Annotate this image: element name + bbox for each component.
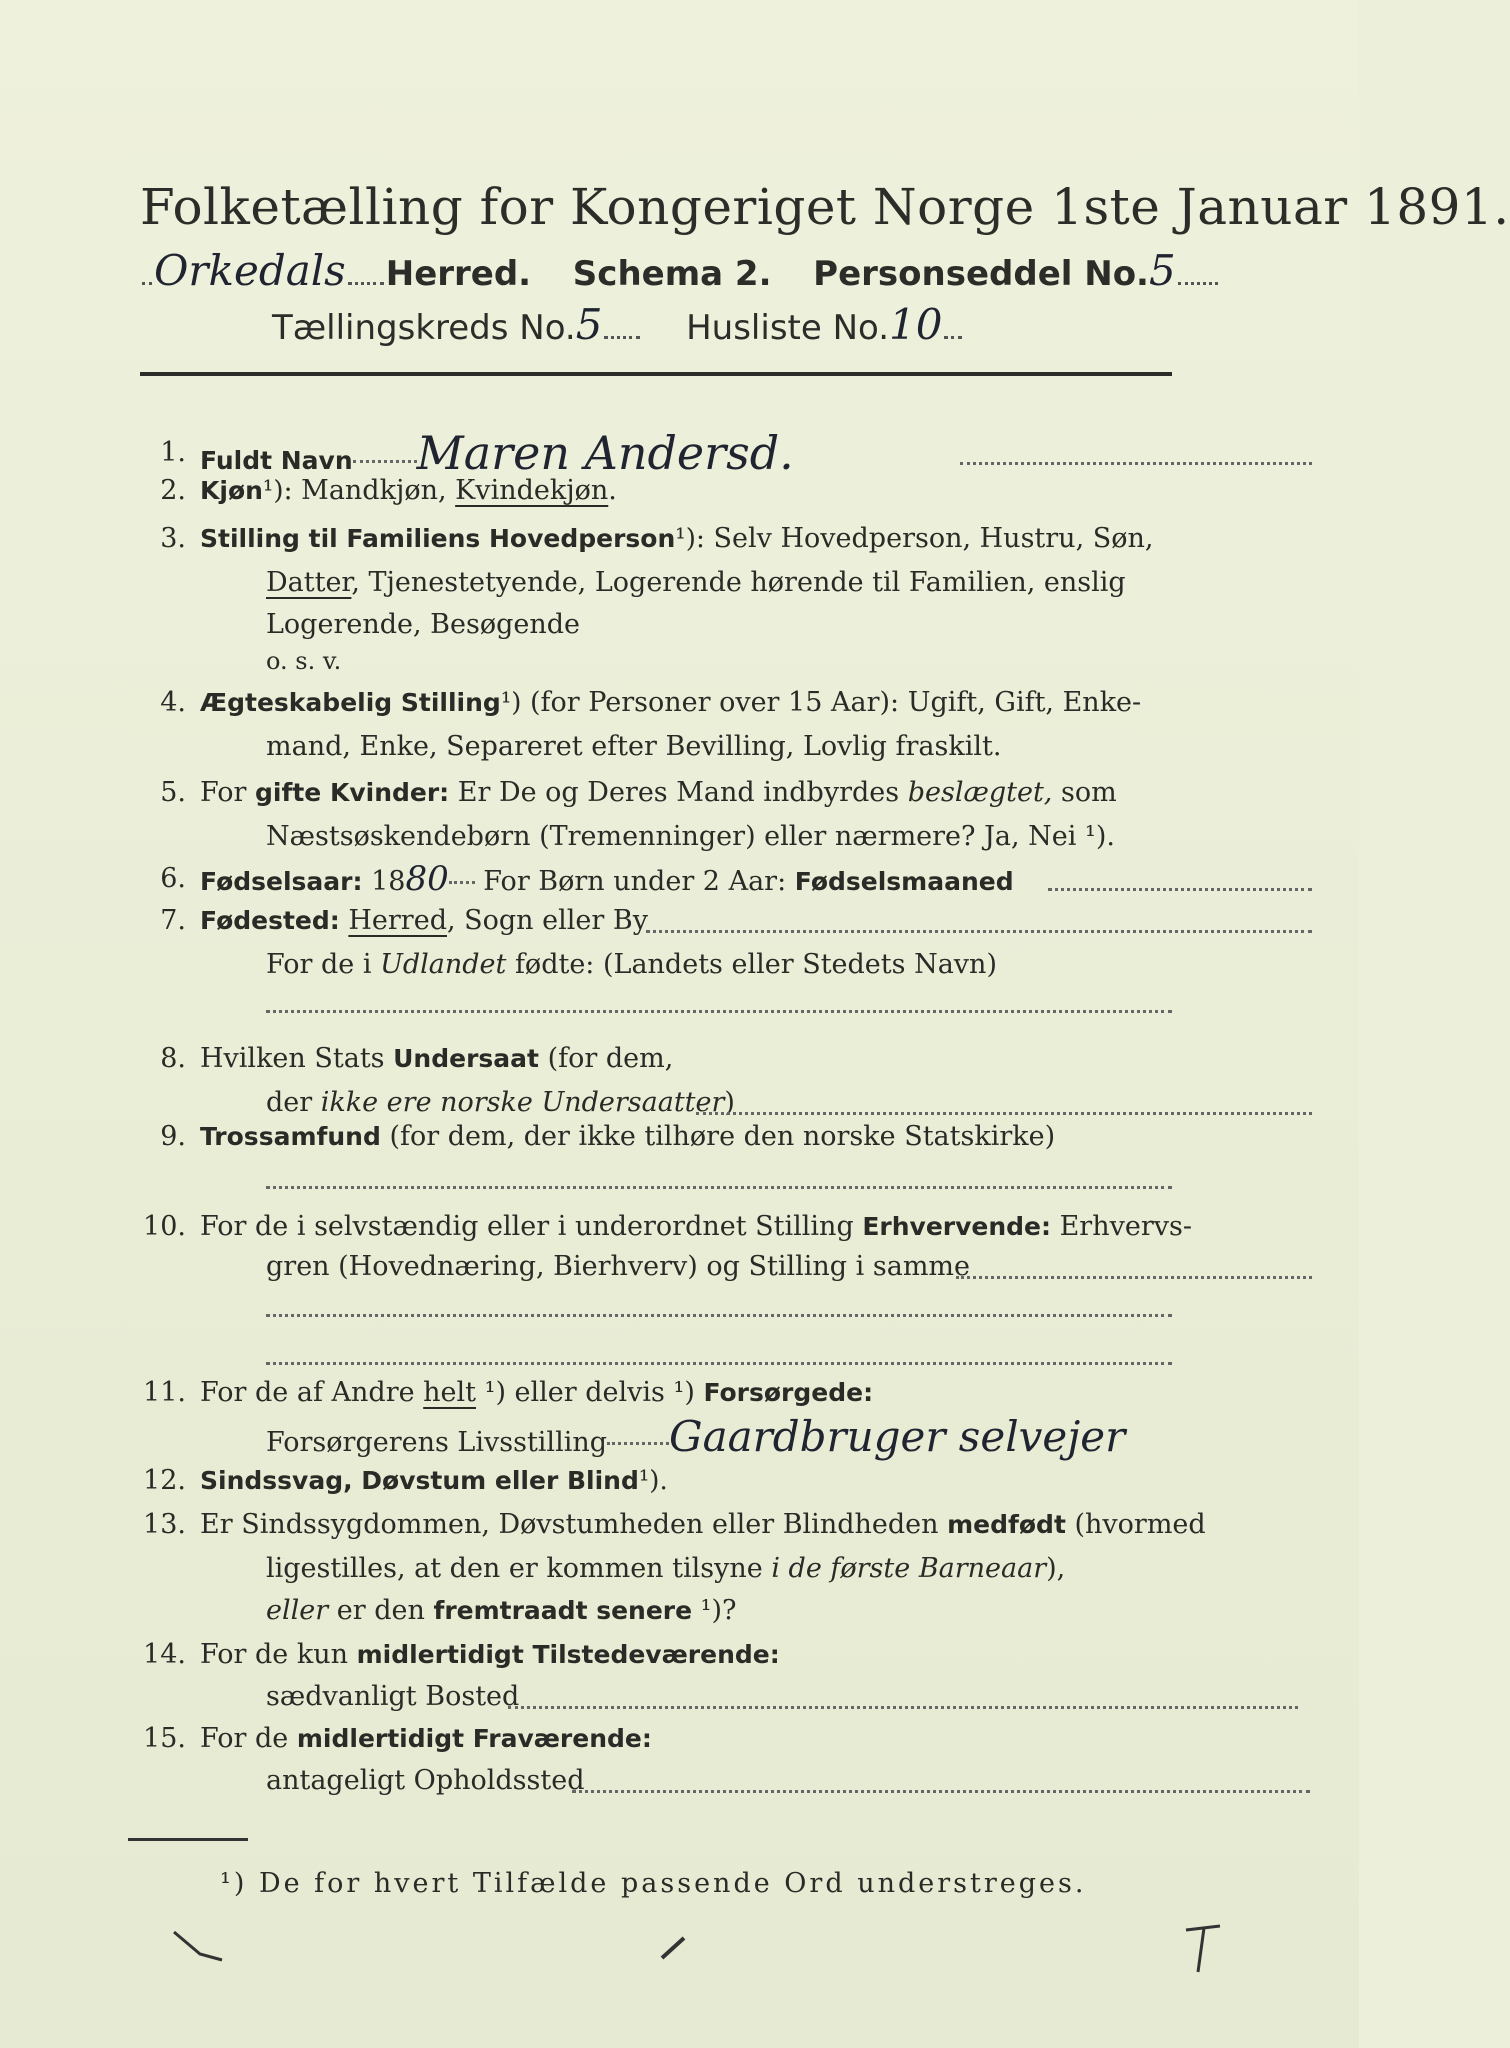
schema-label: Schema 2. [572, 254, 772, 294]
family-position-etc: o. s. v. [266, 647, 342, 675]
header-rule [140, 372, 1172, 376]
question-number: 7. [160, 905, 186, 936]
question-number: 1. [160, 437, 186, 468]
later-onset-label: fremtraadt senere [433, 1596, 693, 1625]
question-text: For de i selvstændig eller i underordnet Stilling [200, 1211, 863, 1242]
pencil-mark-icon [170, 1926, 230, 1966]
supported-selected: helt [423, 1377, 477, 1408]
birth-year-prefix: 18 [362, 866, 406, 897]
question-text: For de af Andre [200, 1377, 424, 1408]
question-text-italic: i de første Barneaar [771, 1553, 1047, 1584]
dotted-line [956, 1276, 1312, 1279]
marital-status-label: Ægteskabelig Stilling [200, 688, 501, 717]
question-text: Forsørgerens Livsstilling [266, 1427, 608, 1458]
birthplace-selected: Herred [348, 905, 447, 936]
birth-month-label: Fødselsmaaned [794, 867, 1014, 896]
husliste-value: 10 [889, 300, 943, 349]
form-title: Folketælling for Kongeriget Norge 1ste Januar 1891. [140, 178, 1510, 236]
question-text: der [266, 1087, 321, 1118]
header-line-1 [140, 246, 1220, 295]
question-text-italic: beslægtet, [907, 777, 1053, 808]
question-text: Næstsøskendebørn (Tremenninger) eller nærmere? Ja, Nei ¹). [266, 821, 1115, 852]
disability-label: Sindssvag, Døvstum eller Blind [200, 1466, 639, 1495]
marital-status-options: mand, Enke, Separeret efter Bevilling, Lovlig fraskilt. [266, 731, 1002, 762]
question-text: Erhvervs- [1051, 1211, 1192, 1242]
question-text: antageligt Opholdssted [266, 1765, 585, 1796]
dotted-line [266, 1186, 1172, 1189]
dotted-line [1048, 888, 1312, 891]
question-text: ), [1046, 1553, 1066, 1584]
herred-label: Herred. [385, 254, 532, 294]
temporary-absent-label: midlertidigt Fraværende: [296, 1724, 652, 1753]
kreds-value: 5 [575, 300, 603, 349]
question-text: ¹)? [692, 1595, 737, 1626]
footnote-marker: ¹) [500, 688, 522, 718]
footnote-marker: ¹) [262, 476, 284, 506]
question-text: gren (Hovednæring, Bierhverv) og Stilling i samme [266, 1251, 971, 1282]
family-position-label: Stilling til Familiens Hovedperson [200, 524, 676, 553]
footnote-marker: ¹). [638, 1466, 668, 1496]
question-text: (hvormed [1065, 1509, 1206, 1540]
dotted-line [266, 1010, 1172, 1013]
citizenship-label: Undersaat [393, 1044, 539, 1073]
birth-year-value: 80 [405, 859, 449, 899]
question-text: For de i [266, 949, 381, 980]
question-text: fødte: (Landets eller Stedets Navn) [506, 949, 997, 980]
question-number: 15. [143, 1723, 186, 1754]
question-text: For de kun [200, 1639, 357, 1670]
family-position-selected: Datter [266, 567, 352, 598]
dotted-line [646, 930, 1312, 933]
birthplace-options: , Sogn eller By [446, 905, 648, 936]
question-text-italic: Udlandet [380, 949, 507, 980]
pencil-mark-icon [656, 1928, 692, 1964]
question-number: 4. [160, 687, 186, 718]
dotted-line [572, 1790, 1310, 1793]
family-position-options: Logerende, Besøgende [266, 609, 580, 640]
dotted-line [266, 1314, 1172, 1317]
sex-options-text: : Mandkjøn, [283, 475, 456, 506]
dotted-line [960, 462, 1312, 465]
marital-status-options: (for Personer over 15 Aar): Ugift, Gift, Enke- [521, 687, 1142, 718]
dotted-line [266, 1362, 1172, 1365]
punctuation: . [608, 475, 617, 506]
question-number: 12. [143, 1465, 186, 1496]
husliste-label: Husliste No. [686, 308, 890, 348]
question-text: som [1052, 777, 1117, 808]
question-number: 9. [160, 1121, 186, 1152]
full-name-value: Maren Andersd. [416, 426, 794, 480]
family-position-options: , Tjenestetyende, Logerende hørende til Familien, enslig [351, 567, 1126, 598]
question-text: For Børn under 2 Aar: [474, 866, 795, 897]
personseddel-label: Personseddel No. [813, 254, 1149, 294]
question-text: er den [328, 1595, 434, 1626]
footnote: ¹) De for hvert Tilfælde passende Ord understreges. [220, 1868, 1087, 1899]
question-number: 3. [160, 523, 186, 554]
supported-label: Forsørgede: [703, 1378, 874, 1407]
question-text: Er De og Deres Mand indbyrdes [449, 777, 908, 808]
question-text: For [200, 777, 256, 808]
question-text: ) [724, 1087, 735, 1118]
question-text: sædvanligt Bosted [266, 1681, 520, 1712]
temporary-present-label: midlertidigt Tilstedeværende: [356, 1640, 780, 1669]
question-text: ligestilles, at den er kommen tilsyne [266, 1553, 772, 1584]
sex-selected-option: Kvindekjøn [455, 475, 609, 506]
question-text: (for dem, [538, 1043, 674, 1074]
question-text: (for dem, der ikke tilhøre den norske Statskirke) [380, 1121, 1056, 1152]
dotted-line [696, 1112, 1312, 1115]
family-position-options: : Selv Hovedperson, Hustru, Søn, [695, 523, 1154, 554]
congenital-label: medfødt [947, 1510, 1066, 1539]
dotted-line [508, 1706, 1298, 1709]
kreds-label: Tællingskreds No. [272, 308, 576, 348]
occupation-label: Erhvervende: [862, 1212, 1052, 1241]
question-text: For de [200, 1723, 297, 1754]
question-number: 5. [160, 777, 186, 808]
question-number: 8. [160, 1043, 186, 1074]
header-line-2 [272, 300, 964, 349]
full-name-label: Fuldt Navn [200, 446, 353, 475]
religion-label: Trossamfund [200, 1122, 381, 1151]
footnote-rule [128, 1838, 248, 1841]
birthplace-label: Fødested: [200, 906, 340, 935]
question-number: 2. [160, 475, 186, 506]
sex-label: Kjøn [200, 476, 263, 505]
birth-year-label: Fødselsaar: [200, 867, 363, 896]
provider-occupation-value: Gaardbruger selvejer [669, 1412, 1126, 1461]
question-text-italic: ikke ere norske Undersaatter [320, 1087, 725, 1118]
footnote-marker: ¹) [675, 524, 696, 554]
question-text: ¹) eller delvis ¹) [476, 1377, 704, 1408]
pencil-mark-icon [1180, 1920, 1228, 1980]
question-number: 11. [143, 1377, 186, 1408]
question-text: Er Sindssygdommen, Døvstumheden eller Blindheden [200, 1509, 948, 1540]
question-number: 13. [143, 1509, 186, 1540]
question-text-italic: eller [266, 1595, 329, 1626]
herred-value: Orkedals [154, 246, 346, 295]
question-text: Hvilken Stats [200, 1043, 394, 1074]
personseddel-value: 5 [1148, 246, 1176, 295]
question-number: 10. [143, 1211, 186, 1242]
question-number: 14. [143, 1639, 186, 1670]
married-women-label: gifte Kvinder: [255, 778, 450, 807]
question-number: 6. [160, 863, 186, 894]
